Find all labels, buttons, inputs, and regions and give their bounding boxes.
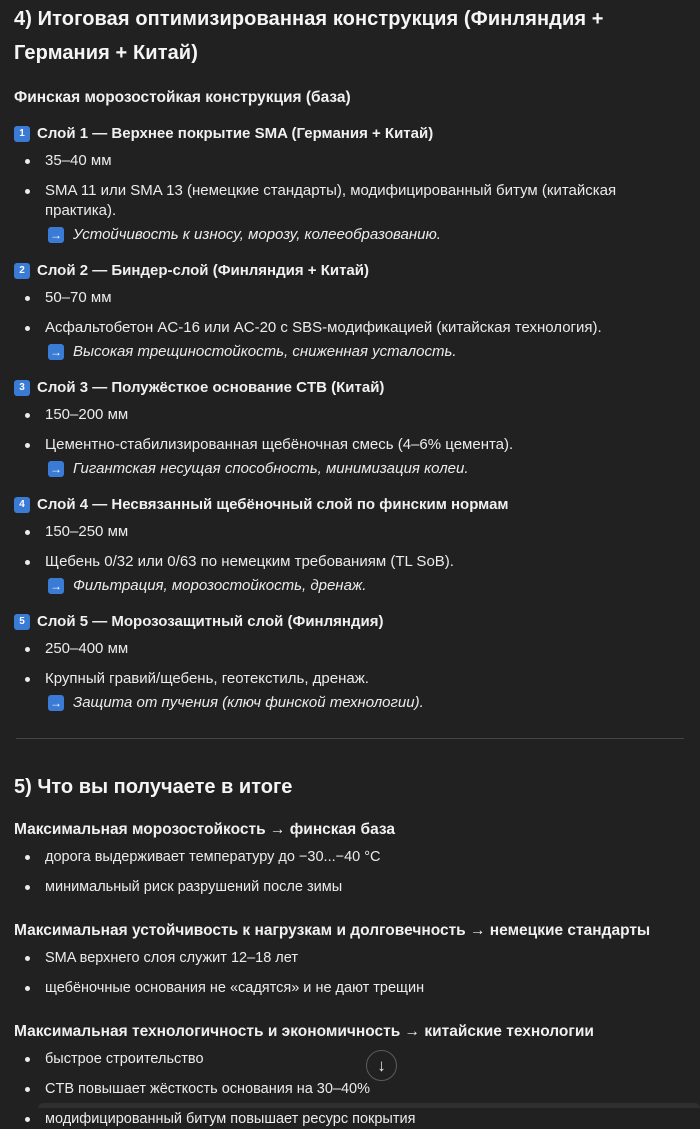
layer-section-3 (14, 378, 684, 479)
benefit-heading: Максимальная технологичность и экономичность → китайские технологии (14, 1022, 594, 1040)
arrow-down-icon: ↓ (377, 1056, 386, 1075)
arrow-right-icon: → (50, 345, 62, 359)
bullet-item: SMA верхнего слоя служит 12–18 лет (14, 948, 684, 968)
arrow-right-icon: → (50, 228, 62, 242)
layer-note-text: Защита от пучения (ключ финской технологии). (73, 694, 424, 711)
layer-section-1 (14, 124, 684, 245)
keycap-4-icon: 4 (14, 497, 30, 513)
layer-bullets (14, 288, 684, 338)
scroll-to-bottom-button[interactable] (366, 1050, 397, 1081)
layer-note (48, 225, 684, 245)
layer-note (48, 693, 684, 713)
keycap-1-icon: 1 (14, 126, 30, 142)
bullet-item: Цементно-стабилизированная щебёночная смесь (4–6% цемента). (14, 435, 684, 455)
bullet-item: 50–70 мм (14, 288, 684, 308)
layer-note (48, 576, 684, 596)
layer-heading (14, 612, 684, 632)
bullet-item: 150–250 мм (14, 522, 684, 542)
section4-title: 4) Итоговая оптимизированная конструкция (Финляндия + Германия + Китай) (14, 8, 604, 64)
bullet-item: минимальный риск разрушений после зимы (14, 877, 684, 897)
bullet-item: Асфальтобетон AC-16 или AC-20 с SBS-модификацией (китайская технология). (14, 318, 684, 338)
layer-note-text: Высокая трещиностойкость, сниженная усталость. (73, 343, 457, 360)
bullet-item: быстрое строительство (14, 1049, 684, 1069)
benefit-bullets (14, 847, 684, 897)
layer-heading (14, 495, 684, 515)
layer-title: Слой 2 — Биндер-слой (Финляндия + Китай) (37, 262, 369, 279)
layer-title: Слой 1 — Верхнее покрытие SMA (Германия + Китай) (37, 125, 434, 142)
layer-title: Слой 4 — Несвязанный щебёночный слой по финским нормам (37, 496, 509, 513)
arrow-right-icon: → (50, 579, 62, 593)
layer-heading (14, 261, 684, 281)
arrow-right-icon: → (50, 462, 62, 476)
bullet-item: дорога выдерживает температуру до −30...−40 °C (14, 847, 684, 867)
bullet-item: 250–400 мм (14, 639, 684, 659)
layer-section-2 (14, 261, 684, 362)
benefit-group-2 (14, 921, 684, 998)
layer-heading (14, 124, 684, 144)
benefit-group-1 (14, 820, 684, 897)
keycap-5-icon: 5 (14, 614, 30, 630)
composer-input-top-edge[interactable] (38, 1103, 700, 1108)
benefit-heading: Максимальная морозостойкость → финская база (14, 820, 396, 838)
benefit-heading: Максимальная устойчивость к нагрузкам и долговечность → немецкие стандарты (14, 921, 651, 939)
layer-title: Слой 3 — Полужёсткое основание CTB (Китай) (37, 379, 385, 396)
section5-title: 5) Что вы получаете в итоге (14, 776, 293, 798)
keycap-2-icon: 2 (14, 263, 30, 279)
section4-subtitle: Финская морозостойкая конструкция (база) (14, 89, 351, 106)
layer-bullets (14, 405, 684, 455)
section-divider (16, 738, 684, 739)
layer-note (48, 342, 684, 362)
arrow-right-icon: → (50, 696, 62, 710)
layer-bullets (14, 639, 684, 689)
benefit-group-3 (14, 1022, 684, 1129)
layer-note-text: Фильтрация, морозостойкость, дренаж. (73, 577, 367, 594)
benefit-bullets (14, 1049, 684, 1129)
bullet-item: CTB повышает жёсткость основания на 30–40% (14, 1079, 684, 1099)
bullet-item: модифицированный битум повышает ресурс покрытия (14, 1109, 684, 1129)
bullet-item: 150–200 мм (14, 405, 684, 425)
layer-bullets (14, 151, 684, 221)
layer-note-text: Гигантская несущая способность, минимизация колеи. (73, 460, 469, 477)
layer-note (48, 459, 684, 479)
bullet-item: Крупный гравий/щебень, геотекстиль, дренаж. (14, 669, 684, 689)
bullet-item: щебёночные основания не «садятся» и не дают трещин (14, 978, 684, 998)
bullet-item: 35–40 мм (14, 151, 684, 171)
layer-section-4 (14, 495, 684, 596)
layer-note-text: Устойчивость к износу, морозу, колееобразованию. (73, 226, 441, 243)
bullet-item: SMA 11 или SMA 13 (немецкие стандарты), модифицированный битум (китайская практика). (14, 181, 684, 221)
layer-title: Слой 5 — Морозозащитный слой (Финляндия) (37, 613, 384, 630)
layer-bullets (14, 522, 684, 572)
layer-section-5 (14, 612, 684, 713)
bullet-item: Щебень 0/32 или 0/63 по немецким требованиям (TL SoB). (14, 552, 684, 572)
benefit-bullets (14, 948, 684, 998)
layer-heading (14, 378, 684, 398)
keycap-3-icon: 3 (14, 380, 30, 396)
